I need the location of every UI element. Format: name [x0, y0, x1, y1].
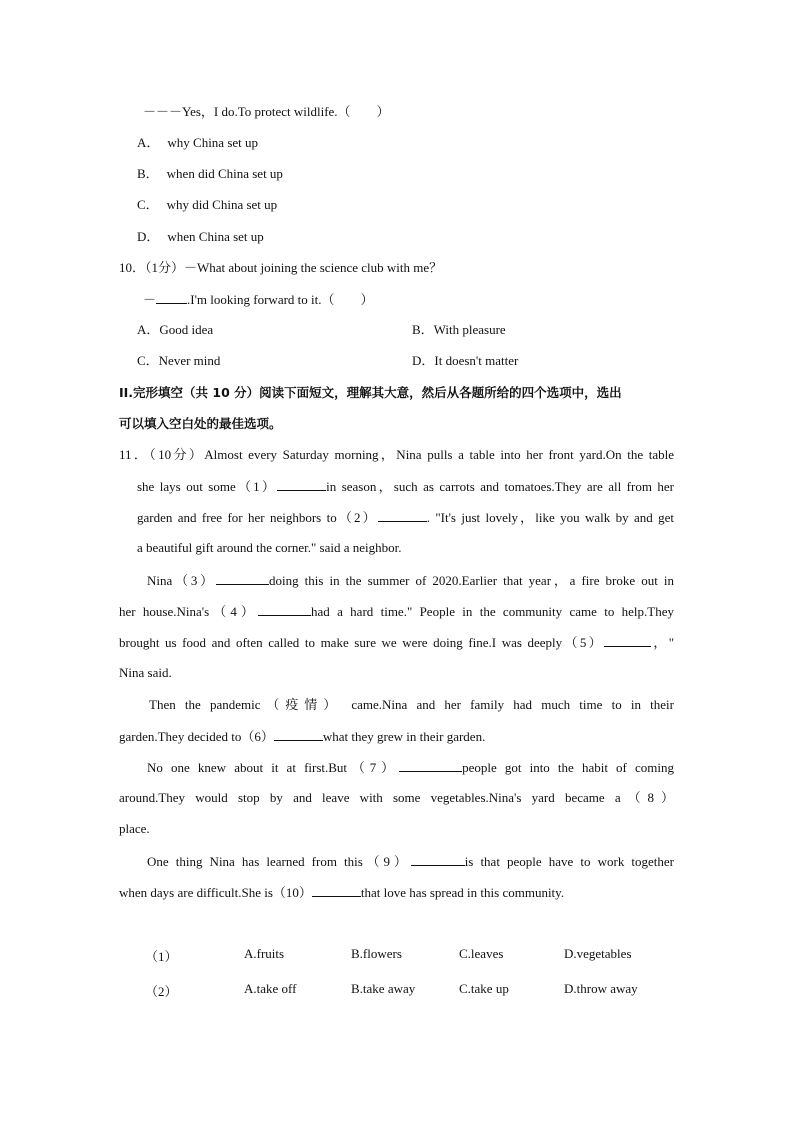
text-segment: that love has spread in this community. [360, 885, 565, 900]
text-segment: had a hard time." People in the community came to help.They [310, 604, 674, 619]
choice-option-c[interactable]: C.take up [459, 981, 509, 996]
q9-option-b[interactable] [137, 165, 283, 183]
q11-line-13: place. [119, 821, 150, 836]
blank-7[interactable] [399, 758, 462, 772]
choice-row [145, 946, 674, 981]
text-segment: people got into the habit of coming [462, 760, 675, 775]
q11-line-8: Nina said. [119, 665, 172, 680]
option-text: when China set up [167, 229, 264, 244]
q11-line-5 [147, 571, 674, 590]
option-text: why China set up [167, 135, 259, 150]
choice-option-d[interactable]: D.vegetables [564, 946, 632, 961]
text-segment: Nina（3） [147, 573, 216, 588]
text-segment: brought us food and often called to make sure we were doing fine.I was deeply（5） [119, 635, 605, 650]
blank-10[interactable] [312, 883, 361, 897]
choice-number: （2） [145, 984, 178, 999]
choice-row [145, 981, 674, 1016]
reply-text: .I'm looking forward to it.（ ） [187, 292, 374, 307]
q11-line-7 [119, 633, 674, 652]
text-segment: garden and free for her neighbors to（2） [137, 510, 378, 525]
q11-line-10 [119, 727, 485, 746]
q10-reply [143, 290, 374, 309]
q11-line-14 [147, 852, 674, 871]
q10-option-a[interactable] [137, 321, 213, 339]
option-letter: C． [137, 197, 159, 212]
choices-table [145, 946, 674, 1016]
text-segment: is that people have to work together [464, 854, 674, 869]
option-text: Never mind [158, 353, 221, 368]
option-letter: D． [412, 353, 435, 368]
choice-option-c[interactable]: C.leaves [459, 946, 504, 961]
choice-option-a[interactable]: A.take off [244, 981, 297, 996]
answer-blank[interactable] [156, 290, 187, 304]
blank-4[interactable] [258, 602, 311, 616]
text-segment: her house.Nina's（4） [119, 604, 258, 619]
q11-line-12: around.They would stop by and leave with some vegetables.Nina's yard became a（8） [119, 790, 674, 805]
option-letter: C． [137, 353, 159, 368]
text-segment: ，" [651, 635, 674, 650]
option-text: why did China set up [166, 197, 278, 212]
text-segment: No one knew about it at first.But（7） [147, 760, 400, 775]
option-letter: B． [137, 166, 159, 181]
blank-9[interactable] [411, 852, 465, 866]
q11-line-11 [147, 758, 674, 777]
q11-line-1: 11．（10分）Almost every Saturday morning，Nina pulls a table into her front yard.On the table [119, 447, 674, 462]
text-segment: what they grew in their garden. [322, 729, 486, 744]
q11-line-6 [119, 602, 674, 621]
q9-option-d[interactable] [137, 228, 264, 246]
q11-line-3 [137, 508, 674, 527]
choice-number: （1） [145, 949, 178, 964]
choice-option-d[interactable]: D.throw away [564, 981, 638, 996]
q11-line-9: Then the pandemic（疫情） came.Nina and her family had much time to in their [149, 697, 674, 712]
q11-line-15 [119, 883, 564, 902]
q10-option-c[interactable] [137, 352, 220, 370]
blank-5[interactable] [604, 633, 651, 647]
choice-option-b[interactable]: B.flowers [351, 946, 402, 961]
option-text: Good idea [159, 322, 214, 337]
blank-1[interactable] [277, 477, 326, 491]
option-letter: B． [412, 322, 434, 337]
text-segment: garden.They decided to（6） [119, 729, 274, 744]
q10-stem: 10．（1分）－What about joining the science club with me？ [119, 260, 443, 275]
section-heading-line2: 可以填入空白处的最佳选项。 [119, 416, 282, 431]
blank-6[interactable] [274, 727, 323, 741]
text-segment: in season，such as carrots and tomatoes.They are all from her [326, 479, 674, 494]
q10-option-d[interactable] [412, 352, 518, 370]
q9-answer-line: －－－Yes，I do.To protect wildlife.（ ） [143, 104, 390, 119]
option-letter: A． [137, 135, 160, 150]
option-text: It doesn't matter [434, 353, 519, 368]
option-text: when did China set up [166, 166, 283, 181]
option-letter: D． [137, 229, 160, 244]
q9-option-c[interactable] [137, 196, 277, 214]
q10-option-b[interactable] [412, 321, 506, 339]
text-segment: she lays out some（1） [137, 479, 278, 494]
reply-dash: － [143, 292, 157, 307]
text-segment: when days are difficult.She is（10） [119, 885, 312, 900]
option-letter: A． [137, 322, 160, 337]
text-segment: One thing Nina has learned from this（9） [147, 854, 411, 869]
blank-3[interactable] [216, 571, 269, 585]
q11-line-4: a beautiful gift around the corner." said a neighbor. [137, 540, 402, 555]
choice-option-a[interactable]: A.fruits [244, 946, 285, 961]
q11-line-2 [137, 477, 674, 496]
text-segment: doing this in the summer of 2020.Earlier that year，a fire broke out in [269, 573, 674, 588]
blank-2[interactable] [378, 508, 427, 522]
option-text: With pleasure [433, 322, 506, 337]
q9-option-a[interactable] [137, 134, 258, 152]
choice-option-b[interactable]: B.take away [351, 981, 416, 996]
text-segment: . "It's just lovely，like you walk by and get [426, 510, 675, 525]
section-heading-line1: II.完形填空（共 10 分）阅读下面短文，理解其大意，然后从各题所给的四个选项中，选出 [119, 385, 622, 400]
